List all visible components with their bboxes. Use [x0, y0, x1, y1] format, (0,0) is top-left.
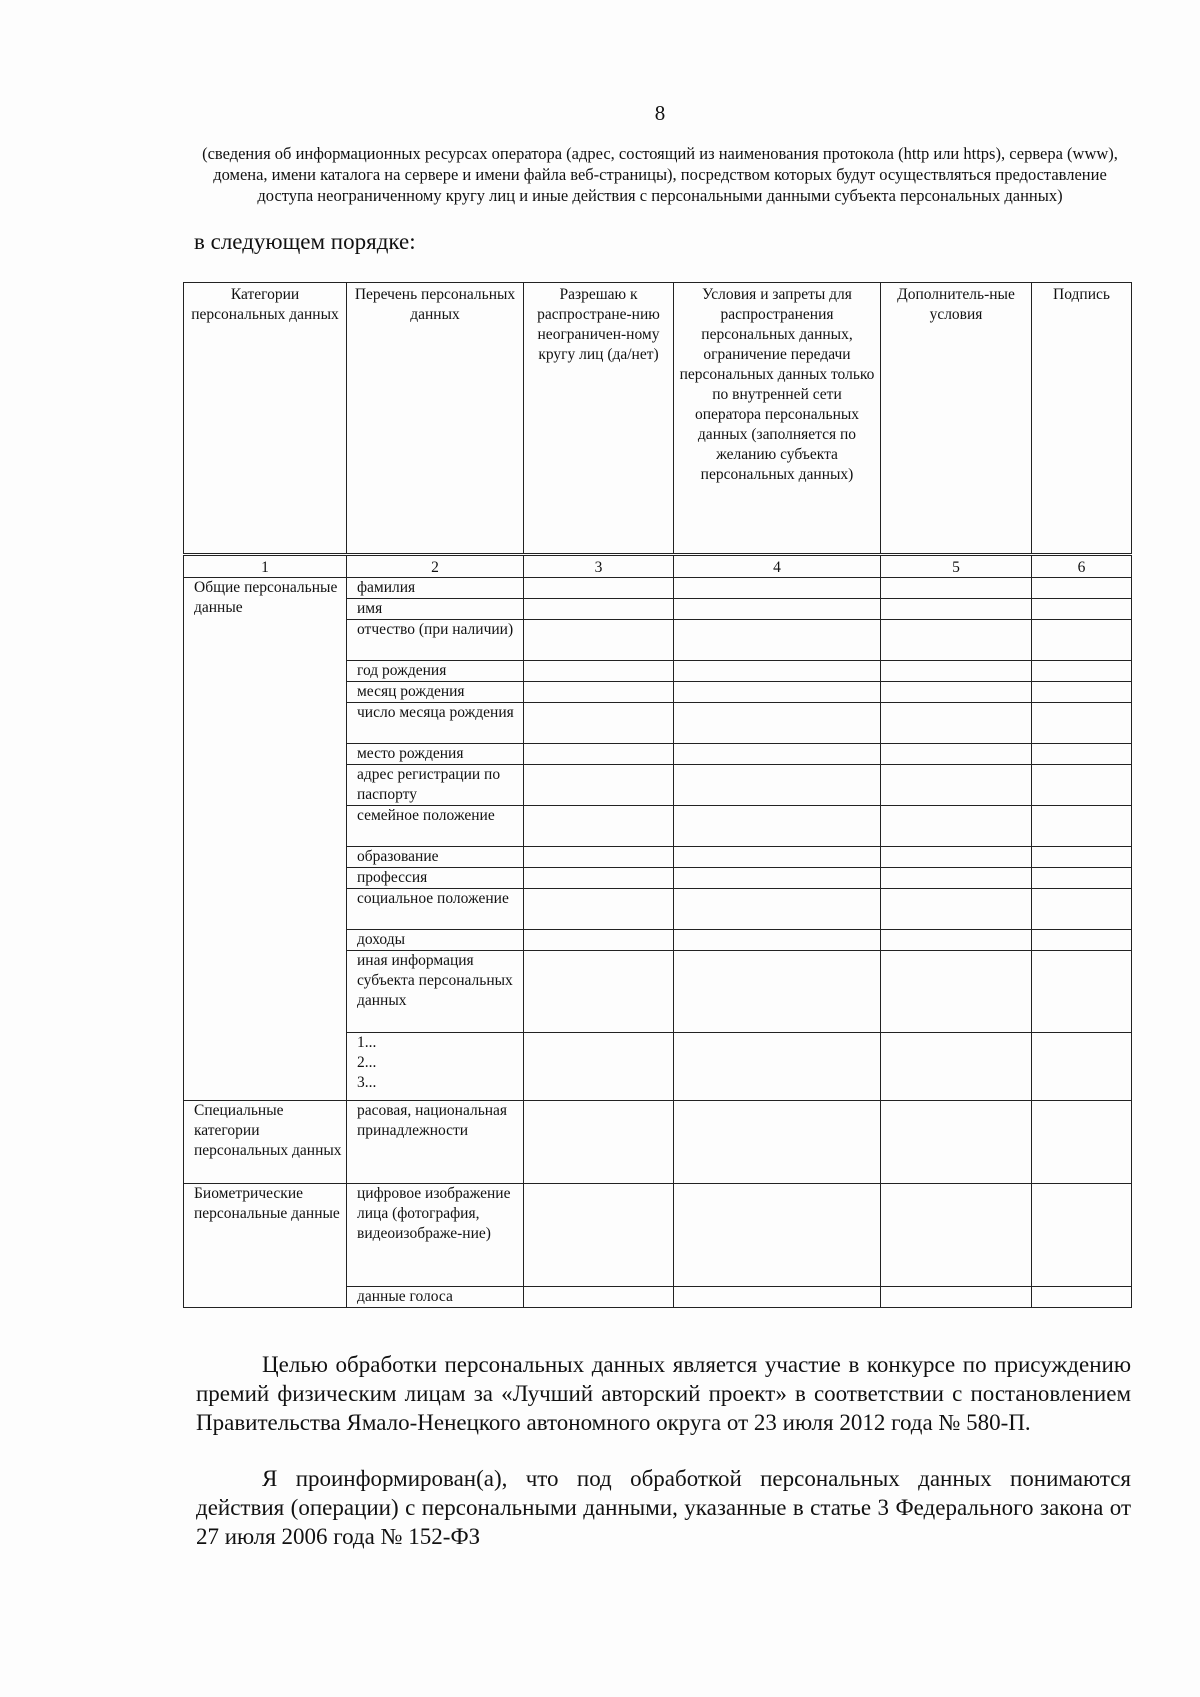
additional-cell[interactable] — [881, 620, 1032, 661]
item-other-info-list: 1... 2... 3... — [347, 1033, 524, 1101]
page-number: 8 — [654, 101, 666, 125]
item-marital-status: семейное положение — [347, 806, 524, 847]
column-number: 4 — [674, 555, 881, 578]
item-income: доходы — [347, 930, 524, 951]
conditions-cell[interactable] — [674, 620, 881, 661]
permit-cell[interactable] — [524, 868, 674, 889]
item-social-status: социальное положение — [347, 889, 524, 930]
intro-line: в следующем порядке: — [194, 229, 416, 254]
additional-cell[interactable] — [881, 703, 1032, 744]
permit-cell[interactable] — [524, 847, 674, 868]
conditions-cell[interactable] — [674, 744, 881, 765]
additional-cell[interactable] — [881, 847, 1032, 868]
column-number: 1 — [184, 555, 347, 578]
permit-cell[interactable] — [524, 806, 674, 847]
item-birth-year: год рождения — [347, 661, 524, 682]
signature-cell[interactable] — [1032, 765, 1132, 806]
permit-cell[interactable] — [524, 1033, 674, 1101]
signature-cell[interactable] — [1032, 661, 1132, 682]
header-list: Перечень персональных данных — [347, 283, 524, 555]
column-number: 2 — [347, 555, 524, 578]
additional-cell[interactable] — [881, 930, 1032, 951]
signature-cell[interactable] — [1032, 889, 1132, 930]
signature-cell[interactable] — [1032, 868, 1132, 889]
additional-cell[interactable] — [881, 806, 1032, 847]
personal-data-table — [183, 282, 1132, 1308]
item-patronymic: отчество (при наличии) — [347, 620, 524, 661]
permit-cell[interactable] — [524, 1287, 674, 1308]
signature-cell[interactable] — [1032, 930, 1132, 951]
item-registration-address: адрес регистрации по паспорту — [347, 765, 524, 806]
header-category: Категории персональных данных — [184, 283, 347, 555]
permit-cell[interactable] — [524, 765, 674, 806]
header-conditions: Условия и запреты для распространения персональных данных, ограничение передачи персональных данных только по внутренней сети оператора персональных данных (заполняется по желанию субъекта персональных данных) — [674, 283, 881, 555]
item-birth-place: место рождения — [347, 744, 524, 765]
additional-cell[interactable] — [881, 1287, 1032, 1308]
signature-cell[interactable] — [1032, 682, 1132, 703]
category-general: Общие персональные данные — [184, 578, 347, 1101]
additional-cell[interactable] — [881, 951, 1032, 1033]
column-number: 5 — [881, 555, 1032, 578]
signature-cell[interactable] — [1032, 599, 1132, 620]
permit-cell[interactable] — [524, 620, 674, 661]
permit-cell[interactable] — [524, 930, 674, 951]
item-profession: профессия — [347, 868, 524, 889]
signature-cell[interactable] — [1032, 847, 1132, 868]
conditions-cell[interactable] — [674, 889, 881, 930]
item-face-image: цифровое изображение лица (фотография, видеоизображе-ние) — [347, 1184, 524, 1287]
signature-cell[interactable] — [1032, 1287, 1132, 1308]
additional-cell[interactable] — [881, 599, 1032, 620]
item-voice-data: данные голоса — [347, 1287, 524, 1308]
permit-cell[interactable] — [524, 682, 674, 703]
permit-cell[interactable] — [524, 661, 674, 682]
additional-cell[interactable] — [881, 1101, 1032, 1184]
category-special: Специальные категории персональных данных — [184, 1101, 347, 1184]
signature-cell[interactable] — [1032, 806, 1132, 847]
additional-cell[interactable] — [881, 1033, 1032, 1101]
conditions-cell[interactable] — [674, 682, 881, 703]
permit-cell[interactable] — [524, 1101, 674, 1184]
conditions-cell[interactable] — [674, 661, 881, 682]
conditions-cell[interactable] — [674, 1287, 881, 1308]
permit-cell[interactable] — [524, 703, 674, 744]
signature-cell[interactable] — [1032, 1184, 1132, 1287]
item-birth-month: месяц рождения — [347, 682, 524, 703]
processing-paragraph: Я проинформирован(а), что под обработкой персональных данных понимаются действия (операции) с персональными данными, указанные в статье 3 Федерального закона от 27 июля 2006 года № 152-ФЗ — [196, 1466, 1131, 1549]
additional-cell[interactable] — [881, 682, 1032, 703]
signature-cell[interactable] — [1032, 703, 1132, 744]
signature-cell[interactable] — [1032, 1101, 1132, 1184]
purpose-paragraph: Целью обработки персональных данных является участие в конкурсе по присуждению премий физическим лицам за «Лучший авторский проект» в соответствии с постановлением Правительства Ямало-Ненецкого автономного округа от 23 июля 2012 года № 580-П. — [196, 1352, 1131, 1435]
column-number: 6 — [1032, 555, 1132, 578]
header-permit: Разрешаю к распростране-нию неограничен-ному кругу лиц (да/нет) — [524, 283, 674, 555]
signature-cell[interactable] — [1032, 1033, 1132, 1101]
header-additional: Дополнитель-ные условия — [881, 283, 1032, 555]
permit-cell[interactable] — [524, 744, 674, 765]
item-name: имя — [347, 599, 524, 620]
conditions-cell[interactable] — [674, 1184, 881, 1287]
additional-cell[interactable] — [881, 868, 1032, 889]
signature-cell[interactable] — [1032, 578, 1132, 599]
permit-cell[interactable] — [524, 599, 674, 620]
additional-cell[interactable] — [881, 765, 1032, 806]
conditions-cell[interactable] — [674, 930, 881, 951]
conditions-cell[interactable] — [674, 868, 881, 889]
signature-cell[interactable] — [1032, 620, 1132, 661]
permit-cell[interactable] — [524, 578, 674, 599]
additional-cell[interactable] — [881, 578, 1032, 599]
header-signature: Подпись — [1032, 283, 1132, 555]
item-education: образование — [347, 847, 524, 868]
permit-cell[interactable] — [524, 889, 674, 930]
item-birth-day: число месяца рождения — [347, 703, 524, 744]
conditions-cell[interactable] — [674, 1033, 881, 1101]
conditions-cell[interactable] — [674, 703, 881, 744]
resource-caption: (сведения об информационных ресурсах оператора (адрес, состоящий из наименования протокола (http или https), сервера (www), домена, имени каталога на сервере и имени файла веб-страницы), посредством которых будут осуществляться предоставление доступа неограниченному кругу лиц и иные действия с персональными данными субъекта персональных данных) — [202, 144, 1118, 205]
additional-cell[interactable] — [881, 661, 1032, 682]
additional-cell[interactable] — [881, 1184, 1032, 1287]
item-other-info: иная информация субъекта персональных данных — [347, 951, 524, 1033]
item-race-nationality: расовая, национальная принадлежности — [347, 1101, 524, 1184]
signature-cell[interactable] — [1032, 744, 1132, 765]
conditions-cell[interactable] — [674, 847, 881, 868]
signature-cell[interactable] — [1032, 951, 1132, 1033]
conditions-cell[interactable] — [674, 806, 881, 847]
column-number: 3 — [524, 555, 674, 578]
conditions-cell[interactable] — [674, 1101, 881, 1184]
conditions-cell[interactable] — [674, 578, 881, 599]
category-biometric: Биометрические персональные данные — [184, 1184, 347, 1308]
conditions-cell[interactable] — [674, 599, 881, 620]
permit-cell[interactable] — [524, 1184, 674, 1287]
item-surname: фамилия — [347, 578, 524, 599]
additional-cell[interactable] — [881, 889, 1032, 930]
conditions-cell[interactable] — [674, 951, 881, 1033]
additional-cell[interactable] — [881, 744, 1032, 765]
permit-cell[interactable] — [524, 951, 674, 1033]
conditions-cell[interactable] — [674, 765, 881, 806]
